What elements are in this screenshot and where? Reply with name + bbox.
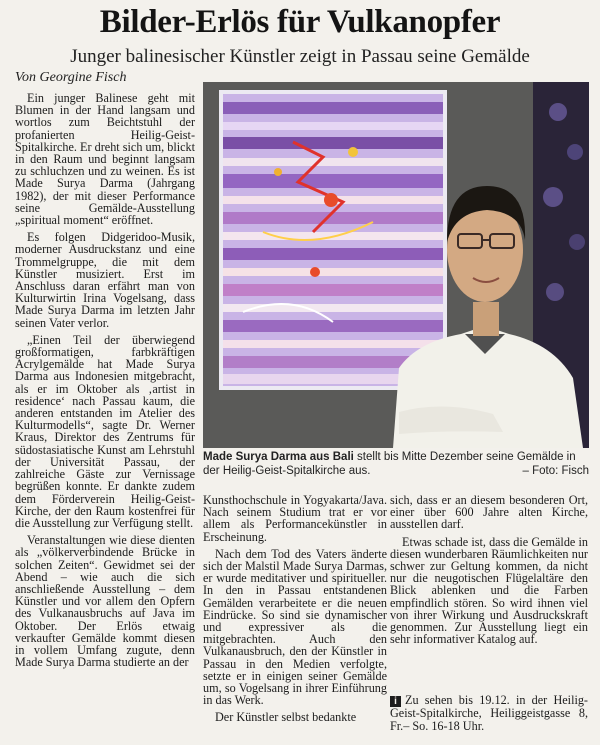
exhibition-info-box <box>390 694 588 740</box>
article-column-3 <box>390 494 588 684</box>
article-column-2 <box>203 494 387 736</box>
info-icon: i <box>390 696 401 707</box>
paragraph: „Einen Teil der überwiegend großformatigen, farbkräftigen Acrylgemälde hat Made Surya Darma aus Indonesien mitgebracht, als er im Oktober als ‚artist in residence‘ nach Passau kaum, die anderen entstanden im Atelier des Kulturmodells“, sagte Dr. Werner Kraus, Direktor des Zentrums für südostasiatische Kunst am Lehrstuhl der Universität Passau, der zahlreiche Gäste zur Vernissage begrüßen konnte. Er dankte zudem dem Förderverein Heilig-Geist-Kirche, der den Raum kostenfrei für die Ausstellung zur Verfügung stellt. <box>15 332 195 530</box>
caption-text: stellt bis Mitte Dezember seine Gemälde in der Heilig-Geist-Spitalkirche aus. <box>203 451 576 477</box>
subheadline: Junger balinesischer Künstler zeigt in Passau seine Gemälde <box>70 46 530 67</box>
photo-illustration <box>203 82 589 448</box>
paragraph: Etwas schade ist, dass die Gemälde in diesen wunderbaren Räumlichkeiten nur schwer zur Geltung kommen, da nicht nur die neugotischen Flügelaltäre den Blick ablenken und die Farben empfindlich stören. So wird ihnen viel von ihrer Wirkung und Ausdruckskraft genommen. Zur Ausstellung liegt ein sehr informativer Katalog auf. <box>390 534 588 647</box>
paragraph: sich, dass er an diesem besonderen Ort, einer über 600 Jahre alten Kirche, ausstellen darf. <box>390 494 588 532</box>
paragraph: Veranstaltungen wie diese dienten als „völkerverbindende Brücke in solchen Zeiten“. Gewidmet sei der Abend – wie auch die sich anschließende Ausstellung – dem Künstler und vor allem den Opfern des Vulkanausbruchs auf Java im Oktober. Der Erlös etwaig verkaufter Gemälde kommt diesen in vollem Umfang zugute, denn Made Surya Darma studierte an der <box>15 533 195 670</box>
headline: Bilder-Erlös für Vulkanopfer <box>99 4 501 40</box>
paragraph: Es folgen Didgeridoo-Musik, moderner Ausdruckstanz und eine Trommelgruppe, die mit dem Künstler musiziert. Erst im Anschluss daran erfährt man von Kulturwirtin Irina Vogelsang, dass Made Surya Darma im letzten Jahr seinen Vater verlor. <box>15 230 195 330</box>
paragraph: Der Künstler selbst bedankte <box>215 710 357 725</box>
article-column-1 <box>15 92 195 740</box>
paragraph: Ein junger Balinese geht mit Blumen in der Hand langsam und wortlos zum Beichtstuhl der profanierten Heilig-Geist-Spitalkirche. Er dreht sich um, blickt in den Raum und beginnt langsam zu schluchzen und zu weinen. Es ist Made Surya Darma (Jahrgang 1982), der mit dieser Performance seine Gemälde-Ausstellung „spiritual moment“ eröffnet. <box>15 92 195 228</box>
photo-credit: – Foto: Fisch <box>522 465 589 477</box>
info-text: Zu sehen bis 19.12. in der Heilig-Geist-Spitalkirche, Heiliggeistgasse 8, Fr.– So. 16-18 Uhr. <box>390 693 588 733</box>
paragraph: Kunsthochschule in Yogyakarta/Java. Nach seinem Studium trat er vor allem als Performancekünstler in Erscheinung. <box>203 494 387 544</box>
photo-caption <box>203 450 589 478</box>
paragraph: Nach dem Tod des Vaters änderte sich der Malstil Made Surya Darmas, er wurde meditativer und spiritueller. In den in Passau entstandenen Gemälden verarbeitete er die neuen Eindrücke. So sind sie dynamischer und expressiver als die mitgebrachten. Auch den Vulkanausbruch, den der Künstler in Passau in den Medien verfolgte, setzte er in einigen seiner Gemälde um, so Vogelsang in ihrer Einführung in das Werk. <box>203 546 387 708</box>
byline: Von Georgine Fisch <box>15 70 127 85</box>
caption-name: Made Surya Darma aus Bali <box>203 451 354 463</box>
article-photo <box>203 82 589 448</box>
